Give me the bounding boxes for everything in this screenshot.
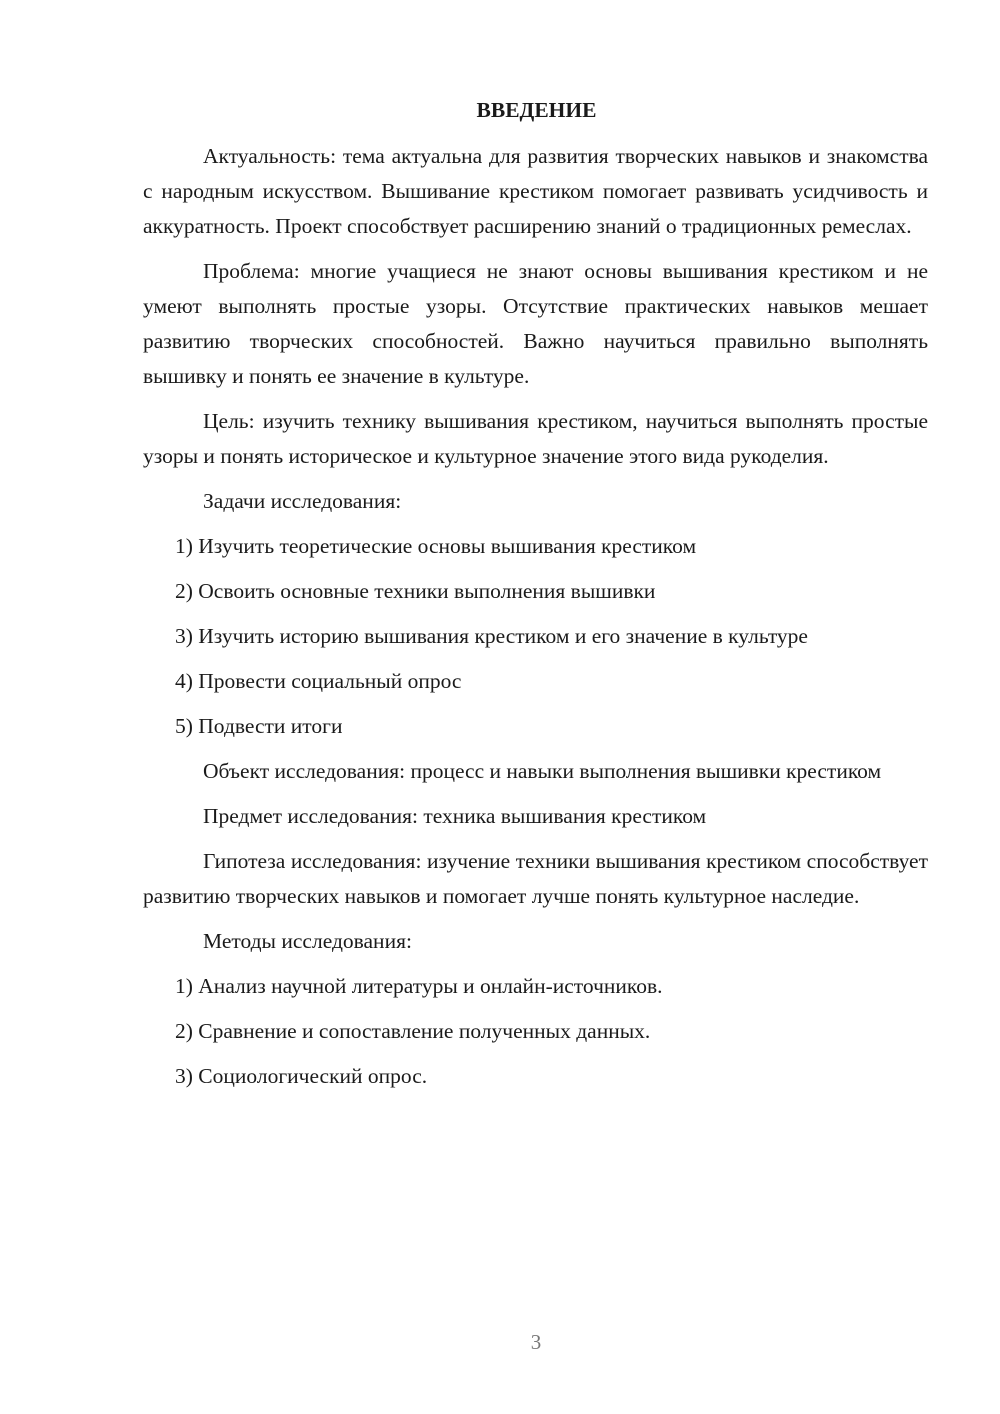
list-item: 1) Анализ научной литературы и онлайн-источников. bbox=[175, 974, 663, 998]
goal-paragraph: Цель: изучить технику вышивания крестиком, научиться выполнять простые узоры и понять историческое и культурное значение этого вида рукоделия. bbox=[143, 409, 928, 468]
actuality-paragraph: Актуальность: тема актуальна для развития творческих навыков и знакомства с народным искусством. Вышивание крестиком помогает развивать усидчивость и аккуратность. Проект способствует расширению знаний о традиционных ремеслах. bbox=[143, 144, 928, 238]
tasks-list bbox=[143, 529, 928, 744]
problem-paragraph: Проблема: многие учащиеся не знают основы вышивания крестиком и не умеют выполнять простые узоры. Отсутствие практических навыков мешает развитию творческих способностей. Важно научиться правильно выполнять вышивку и понять ее значение в культуре. bbox=[143, 259, 928, 388]
list-item: 2) Освоить основные техники выполнения вышивки bbox=[175, 579, 656, 603]
object-paragraph: Объект исследования: процесс и навыки выполнения вышивки крестиком bbox=[203, 759, 882, 783]
tasks-heading: Задачи исследования: bbox=[203, 489, 402, 513]
list-item: 3) Социологический опрос. bbox=[175, 1064, 428, 1088]
page-number: 3 bbox=[530, 1330, 542, 1354]
page-title: ВВЕДЕНИЕ bbox=[476, 98, 597, 122]
list-item: 2) Сравнение и сопоставление полученных данных. bbox=[175, 1019, 651, 1043]
subject-paragraph: Предмет исследования: техника вышивания крестиком bbox=[203, 804, 707, 828]
list-item: 3) Изучить историю вышивания крестиком и его значение в культуре bbox=[175, 624, 808, 648]
methods-heading: Методы исследования: bbox=[203, 929, 412, 953]
list-item: 5) Подвести итоги bbox=[175, 714, 343, 738]
methods-list bbox=[143, 969, 928, 1094]
hypothesis-paragraph: Гипотеза исследования: изучение техники вышивания крестиком способствует развитию творческих навыков и помогает лучше понять культурное наследие. bbox=[143, 849, 928, 908]
list-item: 1) Изучить теоретические основы вышивания крестиком bbox=[175, 534, 697, 558]
list-item: 4) Провести социальный опрос bbox=[175, 669, 462, 693]
document-page bbox=[143, 95, 928, 1104]
